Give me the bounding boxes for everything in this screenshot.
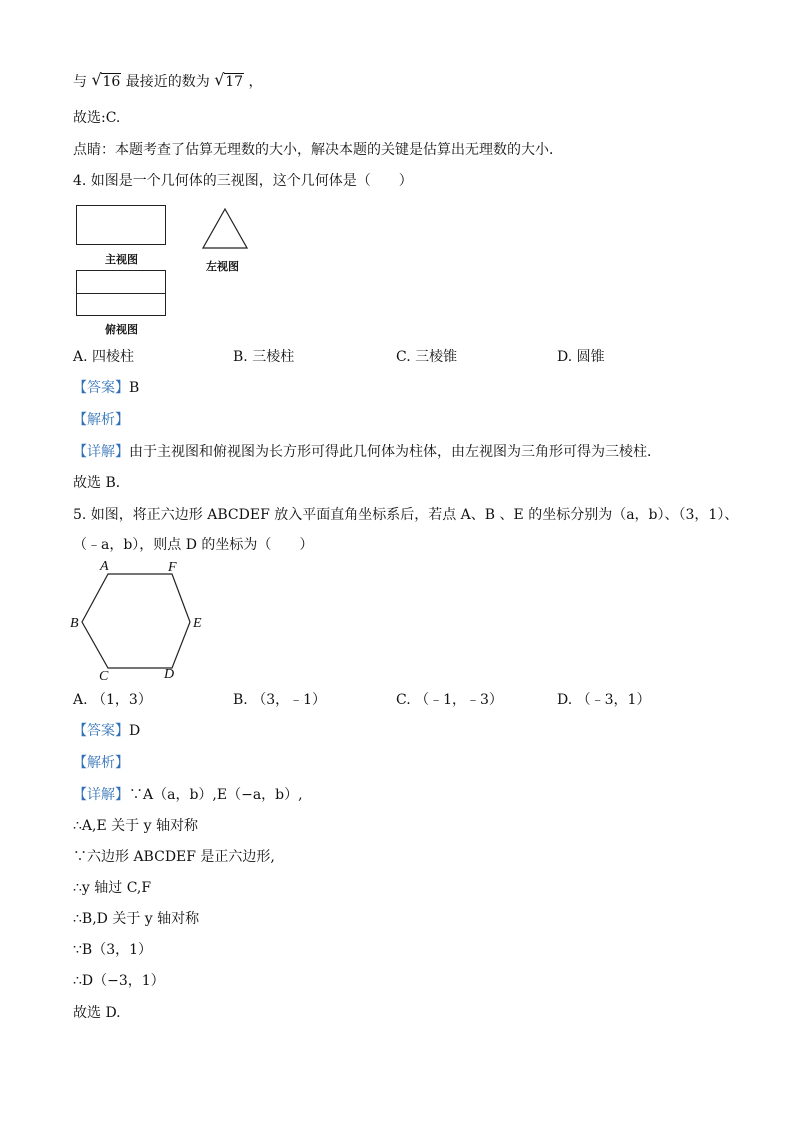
q5-step-5: ∵B（3，1） <box>73 942 153 958</box>
q5-step-3: ∴y 轴过 C,F <box>73 880 152 896</box>
q4-option-b: B. 三棱柱 <box>233 349 295 365</box>
line1-suffix: ， <box>248 74 263 90</box>
radicand-17: 17 <box>225 74 244 90</box>
detail-text: 由于主视图和俯视图为长方形可得此几何体为柱体，由左视图为三角形可得为三棱柱． <box>129 444 661 460</box>
vertex-label-e: E <box>193 616 202 631</box>
text-line-nearest-root <box>73 72 262 92</box>
q4-stem: 4. 如图是一个几何体的三视图，这个几何体是（ ） <box>73 173 413 189</box>
q5-conclusion: 故选 D. <box>73 1005 121 1021</box>
sqrt-16 <box>91 72 121 92</box>
q5-analysis-tag: 【解析】 <box>73 755 129 771</box>
q4-option-c: C. 三棱锥 <box>396 349 458 365</box>
vertex-label-b: B <box>70 616 79 631</box>
sqrt-17 <box>214 72 244 92</box>
radicand-16: 16 <box>102 74 121 90</box>
q5-step-1: ∴A,E 关于 y 轴对称 <box>73 818 198 834</box>
hexagon-abcdef <box>82 574 190 668</box>
front-view-rectangle <box>76 205 166 245</box>
q5-stem-line1: 5. 如图，将正六边形 ABCDEF 放入平面直角坐标系后，若点 A、B 、E 的坐标分别为（a，b）、（3，1）、 <box>73 507 739 523</box>
answer-tag: 【答案】 <box>73 723 129 739</box>
q5-stem-line2: （﹣a，b），则点 D 的坐标为（ ） <box>73 537 314 553</box>
q5-step-2: ∵六边形 ABCDEF 是正六边形, <box>73 849 275 865</box>
q4-conclusion: 故选 B． <box>73 475 130 491</box>
detail-tag: 【详解】 <box>73 787 129 803</box>
line1-middle: 最接近的数为 <box>125 74 210 90</box>
q4-option-d: D. 圆锥 <box>557 349 605 365</box>
answer-value: B <box>129 380 140 396</box>
answer-value: D <box>129 723 141 739</box>
q5-detail <box>73 785 303 805</box>
top-view-label: 俯视图 <box>105 323 138 336</box>
vertex-label-d: D <box>164 667 175 682</box>
q5-step-6: ∴D（−3，1） <box>73 973 165 989</box>
radical-sign-icon: √ <box>214 70 225 89</box>
left-view-label: 左视图 <box>206 260 239 273</box>
top-view-rectangle <box>76 270 166 316</box>
detail-first: ∵A（a，b）,E（−a，b）, <box>129 787 303 803</box>
vertex-label-c: C <box>99 669 109 684</box>
hexagon-figure <box>66 556 216 684</box>
line1-prefix: 与 <box>73 74 87 90</box>
q5-answer <box>73 721 140 741</box>
choose-c-text: 故选:C. <box>73 110 121 126</box>
q4-option-a: A. 四棱柱 <box>73 349 135 365</box>
q4-detail <box>73 442 661 462</box>
top-view-divider <box>77 293 165 294</box>
q4-answer <box>73 378 139 398</box>
answer-tag: 【答案】 <box>73 380 129 396</box>
detail-tag: 【详解】 <box>73 444 129 460</box>
q5-option-a: A. （1，3） <box>73 692 152 708</box>
vertex-label-f: F <box>168 560 177 575</box>
left-view-triangle <box>202 208 248 250</box>
vertex-label-a: A <box>100 559 109 574</box>
q4-analysis-tag: 【解析】 <box>73 412 129 428</box>
radical-sign-icon: √ <box>91 70 102 89</box>
tip-text: 点睛：本题考查了估算无理数的大小，解决本题的关键是估算出无理数的大小． <box>73 142 563 158</box>
q5-option-d: D. （﹣3，1） <box>557 692 651 708</box>
q5-step-4: ∴B,D 关于 y 轴对称 <box>73 911 200 927</box>
q5-option-c: C. （﹣1，﹣3） <box>396 692 503 708</box>
q5-option-b: B. （3，﹣1） <box>233 692 327 708</box>
front-view-label: 主视图 <box>105 253 138 266</box>
